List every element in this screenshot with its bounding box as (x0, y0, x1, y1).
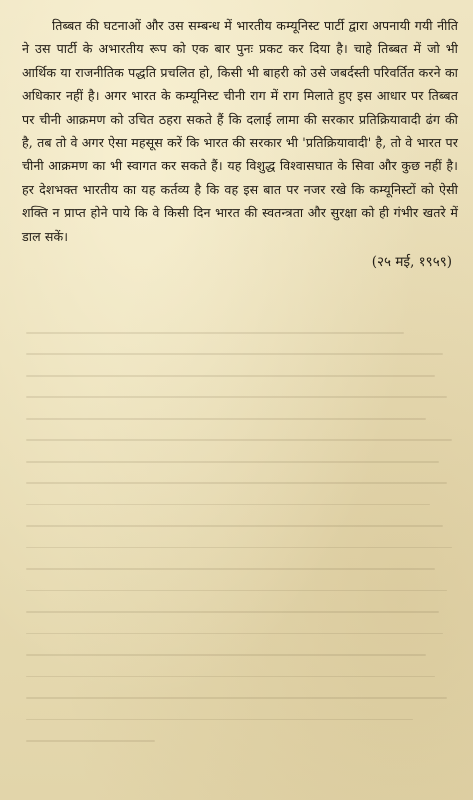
bleed-line (26, 353, 443, 355)
bleed-line (26, 740, 155, 742)
bleed-line (26, 547, 452, 549)
bleed-line (26, 332, 404, 334)
page-text (22, 14, 458, 274)
bleed-line (26, 504, 430, 506)
bleed-line (26, 418, 426, 420)
bleed-line (26, 633, 443, 635)
bleed-line (26, 697, 447, 699)
bleed-line (26, 611, 439, 613)
bleed-line (26, 568, 435, 570)
bleed-line (26, 676, 435, 678)
bleed-line (26, 396, 447, 398)
bleed-line (26, 719, 413, 721)
bleed-line (26, 439, 452, 441)
bleed-line (26, 375, 435, 377)
body-paragraph: तिब्बत की घटनाओं और उस सम्बन्ध में भारतीय कम्यूनिस्ट पार्टी द्वारा अपनायी गयी नीति ने उस पार्टी के अभारतीय रूप को एक बार पुनः प्रकट कर दिया है। चाहे तिब्बत में जो भी आर्थिक या राजनीतिक पद्धति प्रचलित हो, किसी भी बाहरी को उसे जबर्दस्ती परिवर्तित करने का अधिकार नहीं है। अगर भारत के कम्यूनिस्ट चीनी राग में राग मिलाते हुए इस आधार पर तिब्बत पर चीनी आक्रमण को उचित ठहरा सकते हैं कि दलाई लामा की सरकार प्रतिक्रियावादी ढंग की है, तब तो वे अगर ऐसा महसूस करें कि भारत की सरकार भी 'प्रतिक्रियावादी' है, तो वे भारत पर चीनी आक्रमण का भी स्वागत कर सकते हैं। यह विशुद्ध विश्वासघात के सिवा और कुछ नहीं है। हर देशभक्त भारतीय का यह कर्तव्य है कि वह इस बात पर नजर रखे कि कम्यूनिस्टों को ऐसी शक्ति न प्राप्त होने पाये कि वे किसी दिन भारत की स्वतन्त्रता और सुरक्षा को ही गंभीर खतरे में डाल सकें। (22, 18, 458, 244)
reverse-page-bleed-through (26, 332, 456, 772)
bleed-line (26, 482, 447, 484)
bleed-line (26, 590, 447, 592)
bleed-line (26, 654, 426, 656)
date-line: (२५ मई, १९५९) (371, 254, 452, 271)
bleed-line (26, 461, 439, 463)
bleed-line (26, 525, 443, 527)
